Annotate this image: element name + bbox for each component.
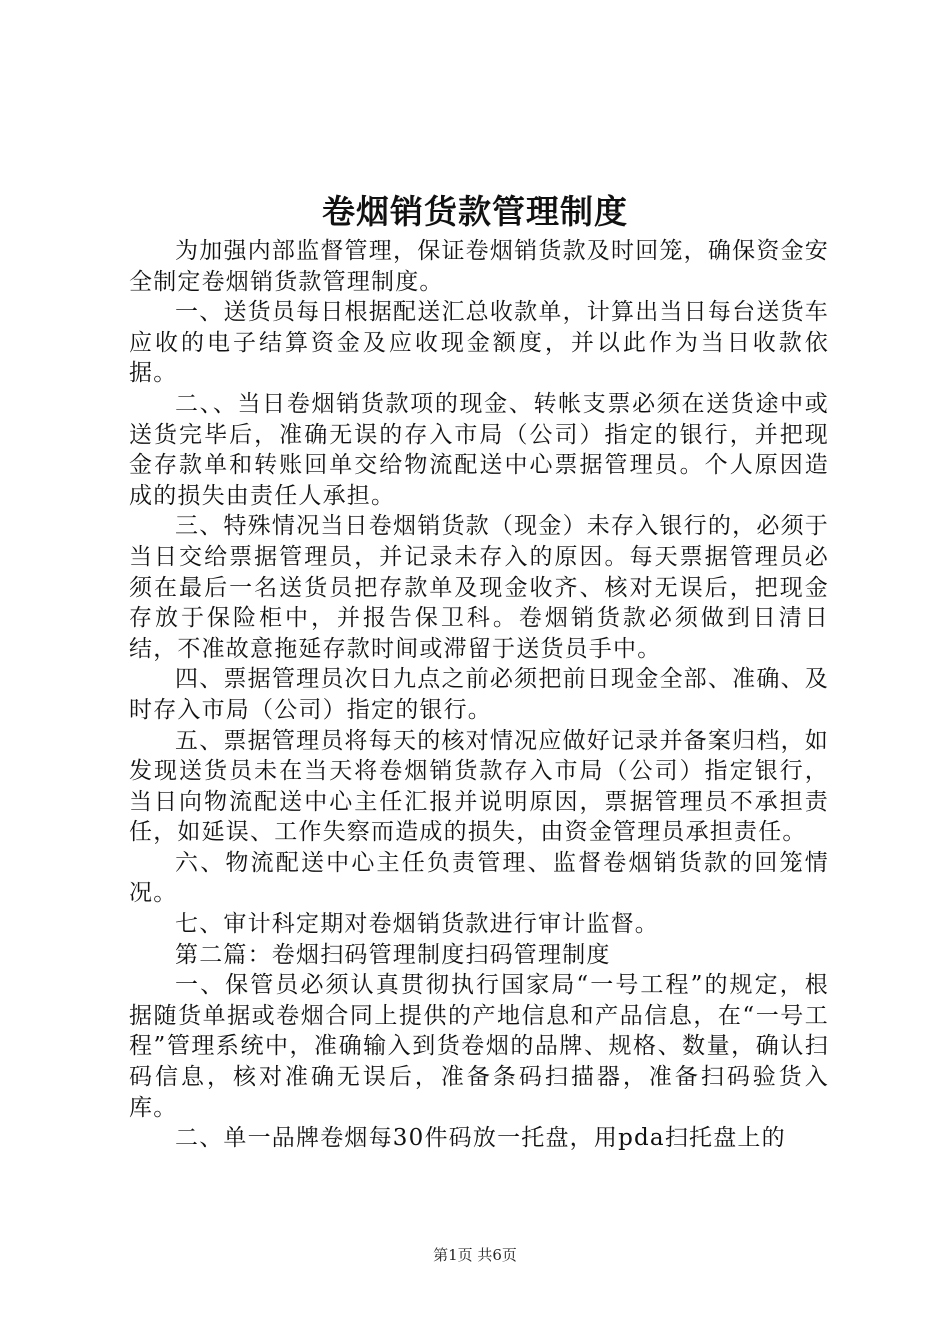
- paragraph-item-7: 七、审计科定期对卷烟销货款进行审计监督。: [175, 911, 659, 938]
- paragraph-item-3: 三、特殊情况当日卷烟销货款（现金）未存入银行的，必须于当日交给票据管理员，并记录未存入的原因。每天票据管理员必须在最后一名送货员把存款单及现金收齐、核对无误后，把现金存放于保险柜中，并报告保卫科。卷烟销货款必须做到日清日结，不准故意拖延存款时间或滞留于送货员手中。: [129, 513, 829, 662]
- page-number-footer: 第1页 共6页: [433, 1246, 517, 1264]
- paragraph-item-4: 四、票据管理员次日九点之前必须把前日现金全部、准确、及时存入市局（公司）指定的银行。: [129, 666, 829, 723]
- document-body: [129, 236, 829, 1154]
- paragraph-item-5: 五、票据管理员将每天的核对情况应做好记录并备案归档，如发现送货员未在当天将卷烟销货款存入市局（公司）指定银行，当日向物流配送中心主任汇报并说明原因，票据管理员不承担责任，如延误、工作失察而造成的损失，由资金管理员承担责任。: [129, 727, 829, 846]
- document-title: 卷烟销货款管理制度: [322, 192, 628, 231]
- paragraph-item-1: 一、送货员每日根据配送汇总收款单，计算出当日每台送货车应收的电子结算资金及应收现金额度，并以此作为当日收款依据。: [129, 299, 829, 387]
- paragraph-intro: 为加强内部监督管理，保证卷烟销货款及时回笼，确保资金安全制定卷烟销货款管理制度。: [129, 238, 829, 295]
- section-heading: 第二篇：卷烟扫码管理制度扫码管理制度: [175, 941, 611, 968]
- paragraph-section2-item-2: 二、单一品牌卷烟每30件码放一托盘，用pda扫托盘上的: [175, 1125, 786, 1152]
- paragraph-section2-item-1: 一、保管员必须认真贯彻执行国家局“一号工程”的规定，根据随货单据或卷烟合同上提供的产地信息和产品信息，在“一号工程”管理系统中，准确输入到货卷烟的品牌、规格、数量，确认扫码信息，核对准确无误后，准备条码扫描器，准备扫码验货入库。: [129, 972, 829, 1121]
- paragraph-item-6: 六、物流配送中心主任负责管理、监督卷烟销货款的回笼情况。: [129, 849, 829, 907]
- paragraph-item-2: 二、、当日卷烟销货款项的现金、转帐支票必须在送货途中或送货完毕后，准确无误的存入市局（公司）指定的银行，并把现金存款单和转账回单交给物流配送中心票据管理员。个人原因造成的损失由责任人承担。: [129, 390, 829, 509]
